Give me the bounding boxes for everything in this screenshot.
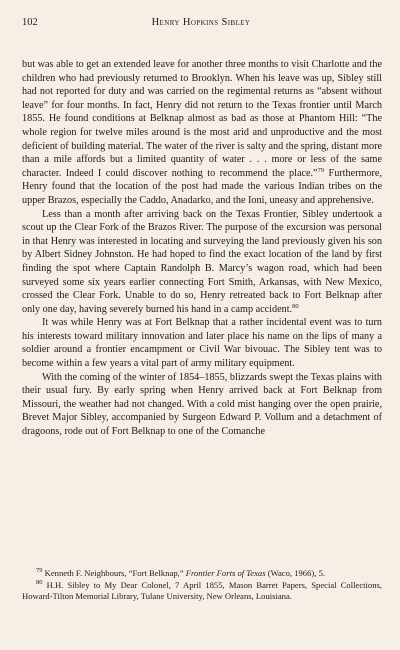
footnote-79-text-b: (Waco, 1966), 5.	[265, 568, 326, 578]
paragraph-1	[22, 58, 382, 208]
footnote-80-text: H.H. Sibley to My Dear Colonel, 7 April 1855, Mason Barret Papers, Special Collections, Howard-Tilton Memorial Library, Tulane University, New Orleans, Louisiana.	[22, 579, 382, 602]
page-number: 102	[22, 17, 38, 28]
paragraph-4: With the coming of the winter of 1854–1855, blizzards swept the Texas plains with their usual fury. By early spring when Henry arrived back at Fort Belknap from Missouri, the weather had not changed. With a cold mist hanging over the open prairie, Brevet Major Sibley, accompanied by Surgeon Edward P. Vollum and a detachment of dragoons, rode out of Fort Belknap to one of the Comanche	[22, 371, 382, 438]
running-head: Henry Hopkins Sibley	[151, 17, 251, 28]
footnote-79-text-a: Kenneth F. Neighbours, “Fort Belknap,”	[42, 568, 186, 578]
footnote-ref-79: 79	[317, 166, 325, 174]
footnote-80-number: 80	[36, 578, 43, 586]
footnote-80	[22, 580, 382, 603]
footnote-ref-80: 80	[292, 302, 299, 310]
footnote-79	[22, 568, 382, 580]
footnote-79-number: 79	[36, 567, 43, 575]
body-text	[22, 58, 382, 439]
footnote-79-book-title: Frontier Forts of Texas	[185, 568, 266, 578]
paragraph-3: It was while Henry was at Fort Belknap that a rather incidental event was to turn his interests toward military innovation and later place his name on the lips of many a soldier around a frontier encampment or Civil War bivouac. The Sibley tent was to become within a few years a vital part of army military equipment.	[22, 317, 382, 370]
page-header	[22, 16, 380, 30]
paragraph-1-text-b: Furthermore, Henry found that the location of the post had made the various Indian tribes on the upper Brazos, especially the Caddo, Anadarko, and the Ioni, uneasy and apprehensive.	[22, 167, 382, 206]
paragraph-2	[22, 208, 382, 317]
paragraph-2-text: Less than a month after arriving back on the Texas Frontier, Sibley undertook a scout up the Clear Fork of the Brazos River. The purpose of the excursion was personal in that Henry was interested in locating and surveying the land previously given his son by Albert Sidney Johnston. He had hoped to find the exact location of the land by first finding the spot where Captain Randolph B. Marcy’s wagon road, which had been surveyed some six years earlier connecting Fort Smith, Arkansas, with New Mexico, crossed the Clear Fork. Unable to do so, Henry retreated back to Fort Belknap after only one day, having severely burned his hand in a camp accident.	[22, 208, 382, 315]
footnotes	[22, 568, 382, 603]
paragraph-1-text-a: but was able to get an extended leave for another three months to visit Charlotte and the children who had previously returned to Brooklyn. When his leave was up, Sibley still had not reported for duty and was carried on the regimental returns as “absent without leave” for four months. In fact, Henry did not return to the Texas frontier until March 1855. He found conditions at Belknap almost as bad as those at Phantom Hill: “The whole region for twelve miles around is the most arid and unproductive and the most deficient of building material. The water of the river is salty and the spring, distant more than a mile affords but a limited quantity of water . . . more or less of the same character. Indeed I could discover nothing to recommend the place.”	[22, 59, 382, 179]
